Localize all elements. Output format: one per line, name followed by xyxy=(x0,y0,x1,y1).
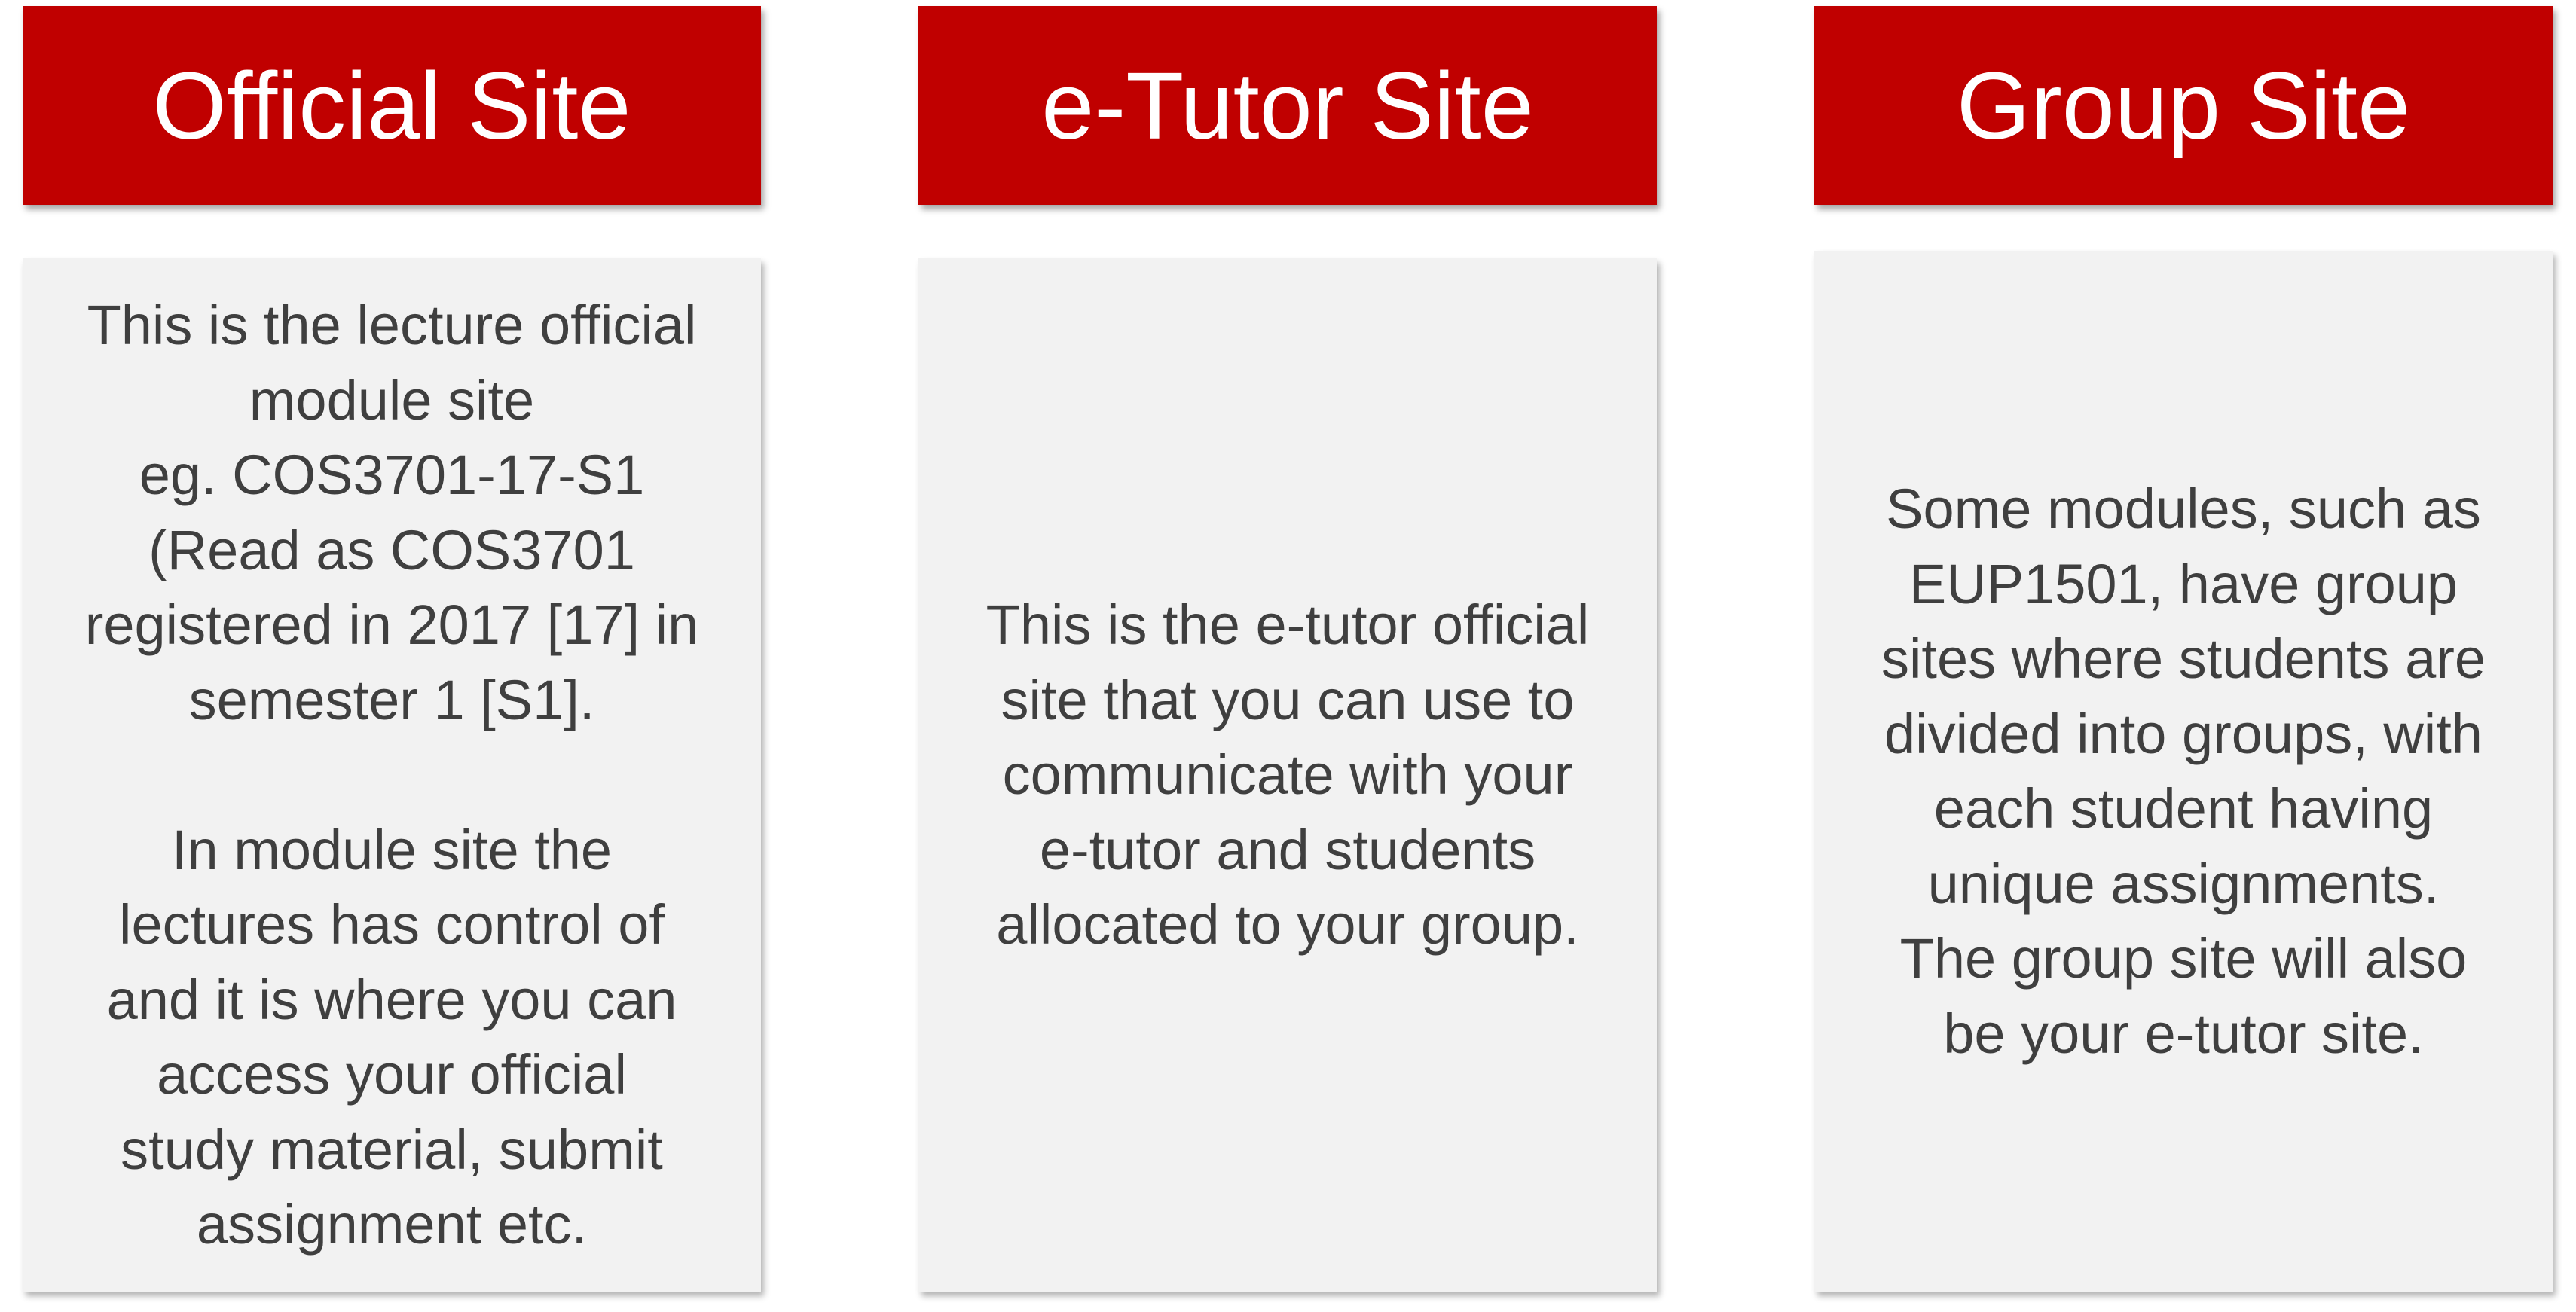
description-line: eg. COS3701-17-S1 xyxy=(139,444,645,507)
description-line: (Read as COS3701 xyxy=(148,518,635,581)
official-site-title: Official Site xyxy=(152,52,631,159)
description-line: semester 1 [S1]. xyxy=(188,668,595,731)
etutor-site-description-box xyxy=(918,258,1657,1292)
etutor-site-title: e-Tutor Site xyxy=(1041,52,1534,159)
description-line: divided into groups, with xyxy=(1884,702,2483,765)
description-line: lectures has control of xyxy=(119,893,665,957)
description-line: EUP1501, have group xyxy=(1908,552,2458,615)
description-line: sites where students are xyxy=(1881,627,2486,690)
official-site-description-box xyxy=(23,258,761,1292)
description-line: Some modules, such as xyxy=(1886,478,2481,540)
description-line: each student having xyxy=(1933,777,2434,840)
description-line: registered in 2017 [17] in xyxy=(84,593,699,657)
official-site-description xyxy=(38,288,746,1262)
description-line: e-tutor and students xyxy=(1039,818,1536,881)
description-line: be your e-tutor site. xyxy=(1943,1002,2424,1065)
description-line: communicate with your xyxy=(1002,743,1573,807)
description-line: In module site the xyxy=(171,818,613,881)
description-line: assignment etc. xyxy=(196,1193,588,1256)
description-line: unique assignments. xyxy=(1927,852,2440,915)
group-site-title: Group Site xyxy=(1956,52,2411,159)
etutor-site-description xyxy=(934,587,1642,963)
description-line: This is the e-tutor official xyxy=(985,593,1590,657)
description-line: allocated to your group. xyxy=(996,893,1579,957)
group-site-header xyxy=(1814,6,2553,205)
group-site-description-box xyxy=(1814,251,2553,1292)
etutor-site-header xyxy=(918,6,1657,205)
description-line: module site xyxy=(249,368,535,432)
description-line: This is the lecture official xyxy=(87,294,697,357)
description-line: The group site will also xyxy=(1899,927,2468,990)
official-site-header xyxy=(23,6,761,205)
description-line: access your official xyxy=(157,1043,627,1106)
description-line: site that you can use to xyxy=(1001,668,1575,731)
description-line: and it is where you can xyxy=(106,968,677,1031)
group-site-description xyxy=(1829,471,2538,1071)
description-line: study material, submit xyxy=(121,1118,663,1181)
paragraph-spacer xyxy=(38,737,746,813)
